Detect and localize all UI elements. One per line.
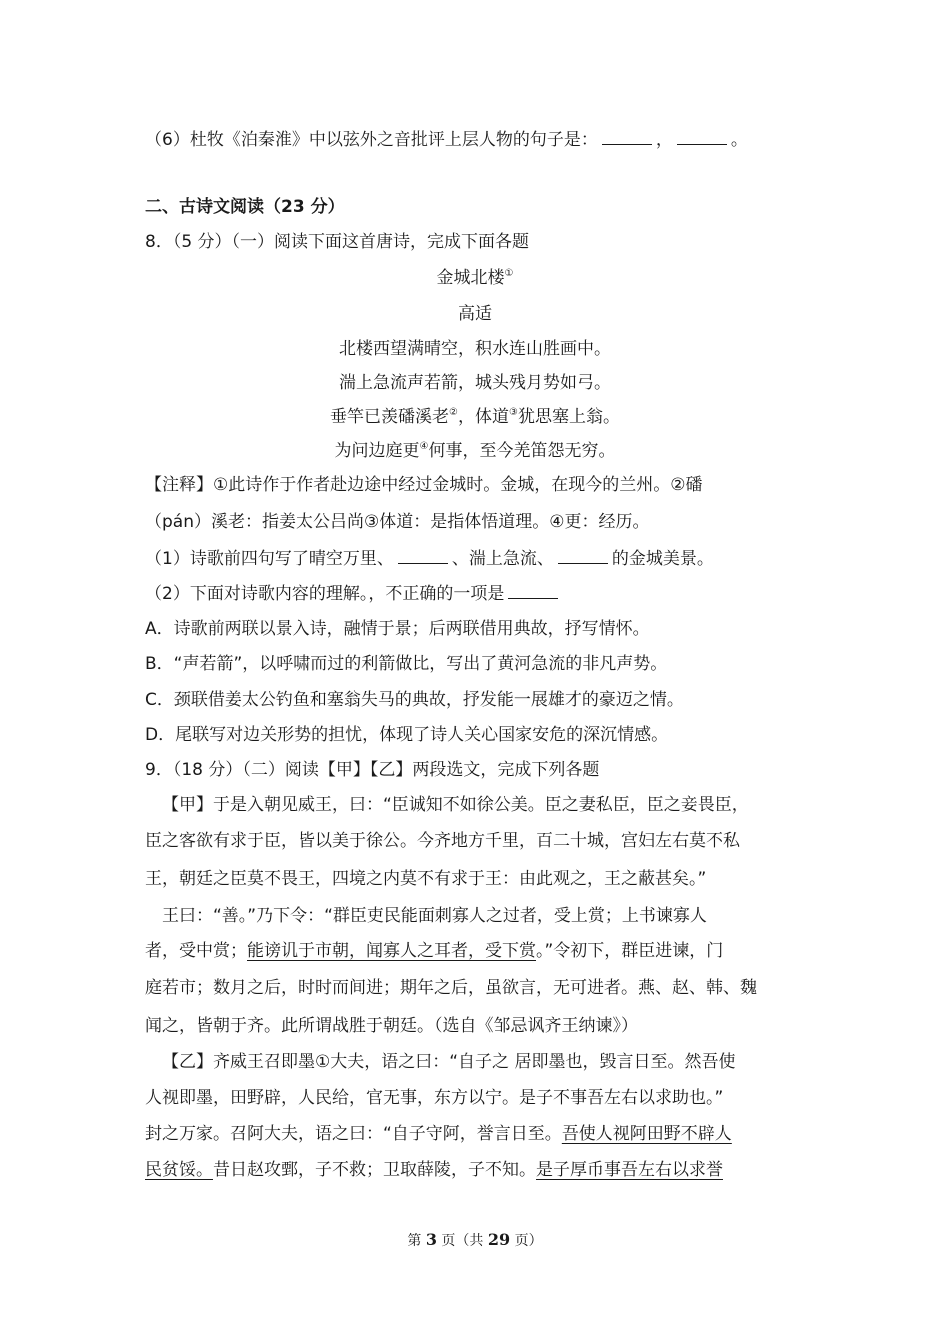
footnote-mark: ② (449, 407, 458, 418)
poem-line (0, 405, 950, 429)
answer-blank[interactable] (677, 127, 727, 145)
passage-line (145, 1158, 723, 1182)
passage-line: 庭若市；数月之后，时时而间进；期年之后，虽欲言，无可进者。燕、赵、韩、魏 (145, 978, 757, 998)
poem-text: 为问边庭更 (334, 441, 420, 461)
option-c[interactable]: C．颈联借姜太公钓鱼和塞翁失马的典故，抒发能一展雄才的豪迈之情。 (145, 690, 684, 710)
poem-title (0, 266, 950, 290)
option-a[interactable]: A．诗歌前两联以景入诗，融情于景；后两联借用典故，抒写情怀。 (145, 619, 650, 639)
underlined-sentence: 是子厚币事吾左右以求誉 (536, 1160, 723, 1180)
poem-line (0, 439, 950, 463)
passage-line: 人视即墨，田野辟，人民给，官无事，东方以宁。是子不事吾左右以求助也。” (145, 1088, 724, 1108)
sub-question-2 (145, 581, 562, 606)
passage-line (145, 939, 723, 963)
option-d[interactable]: D．尾联写对边关形势的担忧，体现了诗人关心国家安危的深沉情感。 (145, 725, 669, 745)
poem-author: 高适 (458, 304, 492, 324)
passage-line (145, 1122, 732, 1146)
q6-end: 。 (730, 130, 748, 150)
q6-text: （6）杜牧《泊秦淮》中以弦外之音批评上层人物的句子是： (145, 130, 598, 150)
passage-text: 。”令初下，群臣进谏，门 (536, 941, 724, 961)
question-8-stem: 8．（5 分）（一）阅读下面这首唐诗，完成下面各题 (145, 232, 530, 252)
sub-question-text: 的金城美景。 (611, 549, 714, 569)
page-footer (0, 1230, 950, 1250)
option-b[interactable]: B．“声若箭”，以呼啸而过的利箭做比，写出了黄河急流的非凡声势。 (145, 654, 668, 674)
poem-text: 垂竿已羡磻溪老 (330, 407, 450, 427)
note-line: （pán）溪老：指姜太公吕尚③体道：是指体悟道理。④更：经历。 (145, 512, 650, 532)
answer-blank[interactable] (398, 546, 448, 564)
passage-line: 闻之，皆朝于齐。此所谓战胜于朝廷。（选自《邹忌讽齐王纳谏》） (145, 1016, 638, 1036)
question-9-stem: 9．（18 分）（二）阅读【甲】【乙】两段选文，完成下列各题 (145, 760, 600, 780)
passage-line: 王，朝廷之臣莫不畏王，四境之内莫不有求于王：由此观之，王之蔽甚矣。” (145, 869, 707, 889)
note-line: 【注释】①此诗作于作者赴边途中经过金城时。金城，在现今的兰州。②磻 (145, 475, 703, 495)
sub-question-text: （2）下面对诗歌内容的理解。，不正确的一项是 (145, 584, 505, 604)
answer-blank[interactable] (558, 546, 608, 564)
poem-line: 北楼西望满晴空，积水连山胜画中。 (339, 339, 611, 359)
passage-text: 封之万家。召阿大夫，语之曰：“自子守阿，誉言日至。 (145, 1124, 562, 1144)
passage-text: 昔日赵攻鄄，子不救；卫取薛陵，子不知。 (213, 1160, 536, 1180)
poem-text: ，体道 (458, 407, 509, 427)
passage-line: 【甲】于是入朝见威王，曰：“臣诚知不如徐公美。臣之妻私臣，臣之妾畏臣， (162, 795, 749, 815)
poem-text: 犹思塞上翁。 (517, 407, 620, 427)
underlined-sentence: 能谤讥于市朝，闻寡人之耳者，受下赏 (247, 941, 536, 961)
sub-question-1 (145, 546, 714, 571)
answer-blank[interactable] (602, 127, 652, 145)
q6-comma: ， (655, 130, 673, 150)
total-pages: 29 (487, 1230, 511, 1249)
passage-line: 王曰：“善。”乃下令：“群臣吏民能面刺寡人之过者，受上赏；上书谏寡人 (162, 906, 707, 926)
poem-line: 湍上急流声若箭，城头残月势如弓。 (339, 373, 611, 393)
page-number: 3 (425, 1230, 437, 1249)
sub-question-text: 、湍上急流、 (451, 549, 554, 569)
footnote-mark: ④ (419, 441, 429, 452)
footer-text: 第 (407, 1233, 426, 1249)
answer-blank[interactable] (508, 581, 558, 599)
footnote-mark: ① (504, 268, 514, 279)
passage-text: 者，受中赏； (145, 941, 247, 961)
passage-line: 【乙】齐威王召即墨①大夫，语之曰：“自子之 居即墨也，毁言日至。然吾使 (162, 1052, 736, 1072)
footnote-mark: ③ (509, 407, 518, 418)
underlined-sentence: 民贫馁。 (145, 1160, 213, 1180)
section-title: 二、古诗文阅读（23 分） (145, 197, 345, 217)
poem-title-text: 金城北楼 (436, 268, 505, 288)
underlined-sentence: 吾使人视阿田野不辟人 (561, 1124, 732, 1144)
footer-text: 页（共 (436, 1233, 488, 1249)
question-6 (145, 127, 748, 152)
passage-line: 臣之客欲有求于臣，皆以美于徐公。今齐地方千里，百二十城，宫妇左右莫不私 (145, 831, 740, 851)
sub-question-text: （1）诗歌前四句写了晴空万里、 (145, 549, 394, 569)
poem-text: 何事，至今羌笛怨无穷。 (428, 441, 616, 461)
footer-text: 页） (510, 1233, 543, 1249)
